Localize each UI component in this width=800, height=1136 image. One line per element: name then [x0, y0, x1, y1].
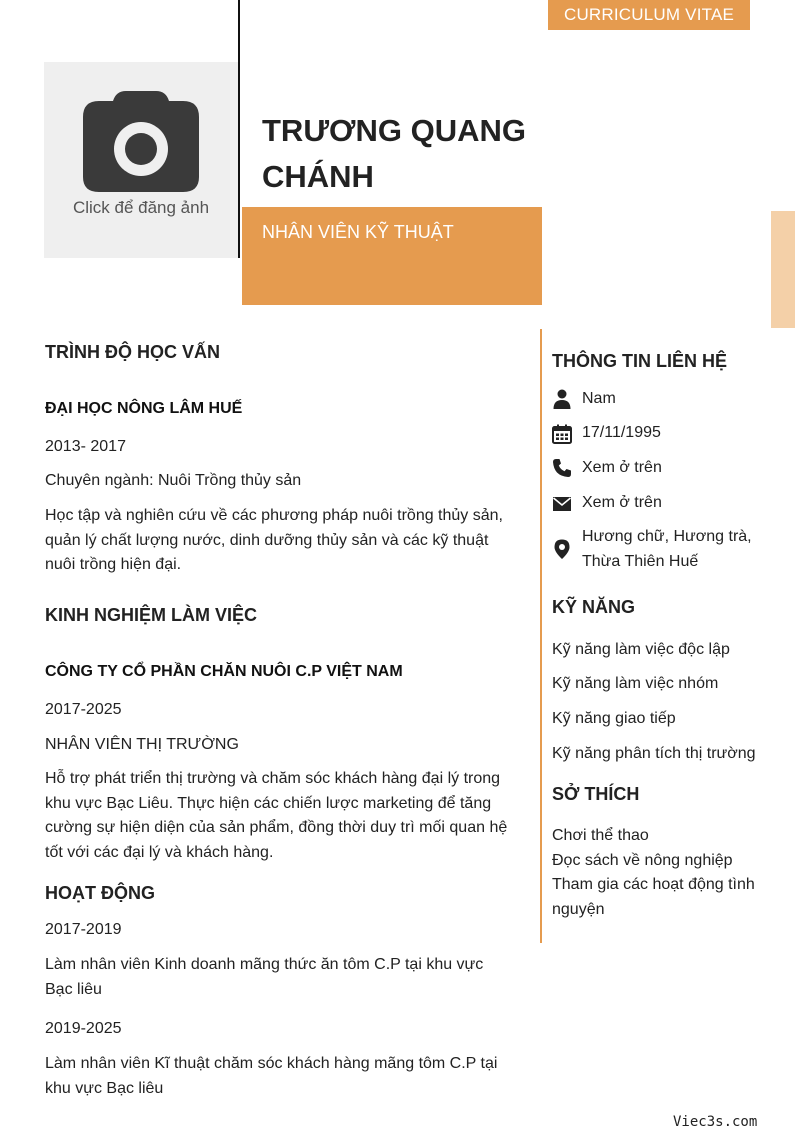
- column-divider: [540, 329, 542, 943]
- skills-heading: KỸ NĂNG: [552, 597, 636, 617]
- camera-icon[interactable]: [83, 91, 199, 192]
- activity-years: 2017-2019: [45, 921, 122, 938]
- skill-item: Kỹ năng giao tiếp: [552, 710, 676, 727]
- contact-email: Xem ở trên: [582, 494, 662, 511]
- education-major: Chuyên ngành: Nuôi Trồng thủy sản: [45, 472, 302, 489]
- education-school: ĐẠI HỌC NÔNG LÂM HUẾ: [45, 400, 243, 417]
- experience-description: Hỗ trợ phát triển thị trường và chăm sóc khách hàng đại lý trong khu vực Bạc Liêu. Thực hiện các chiến lược marketing để tăng cường sự hiện diện của sản phẩm, đồng thời duy trì mối quan hệ tốt với các đại lý và khách hàng.: [45, 770, 508, 861]
- skill-item: Kỹ năng phân tích thị trường: [552, 745, 756, 762]
- skill-item: Kỹ năng làm việc độc lập: [552, 641, 730, 658]
- location-pin-icon: [552, 539, 572, 559]
- activity-years: 2019-2025: [45, 1020, 122, 1037]
- experience-company: CÔNG TY CỔ PHẦN CHĂN NUÔI C.P VIỆT NAM: [45, 663, 403, 680]
- experience-years: 2017-2025: [45, 701, 122, 718]
- experience-position: NHÂN VIÊN THỊ TRƯỜNG: [45, 736, 239, 753]
- hobby-item: Chơi thể thao: [552, 827, 649, 844]
- footer-brand: Viec3s.com: [673, 1114, 758, 1130]
- hobby-item: Đọc sách về nông nghiệp: [552, 852, 733, 869]
- activity-description: Làm nhân viên Kĩ thuật chăm sóc khách hàng mãng tôm C.P tại khu vực Bạc liêu: [45, 1055, 498, 1097]
- candidate-name: TRƯƠNG QUANG CHÁNH: [262, 113, 526, 194]
- education-heading: TRÌNH ĐỘ HỌC VẤN: [45, 342, 220, 362]
- education-description: Học tập và nghiên cứu về các phương pháp nuôi trồng thủy sản, quản lý chất lượng nước, dinh dưỡng thủy sản và các kỹ thuật nuôi trồng hiện đại.: [45, 507, 503, 573]
- envelope-icon: [552, 494, 572, 514]
- activity-description: Làm nhân viên Kinh doanh mãng thức ăn tôm C.P tại khu vực Bạc liêu: [45, 956, 484, 998]
- education-years: 2013- 2017: [45, 438, 126, 455]
- activities-heading: HOẠT ĐỘNG: [45, 883, 155, 903]
- side-accent-tab: [771, 211, 795, 328]
- experience-heading: KINH NGHIỆM LÀM VIỆC: [45, 605, 258, 625]
- contact-gender: Nam: [582, 390, 616, 407]
- person-icon: [552, 389, 572, 409]
- job-title: NHÂN VIÊN KỸ THUẬT: [262, 222, 454, 242]
- hobby-item: Tham gia các hoạt động tình nguyện: [552, 876, 755, 918]
- curriculum-vitae-label: CURRICULUM VITAE: [548, 0, 750, 30]
- header-divider: [238, 0, 240, 258]
- skill-item: Kỹ năng làm việc nhóm: [552, 675, 719, 692]
- contact-heading: THÔNG TIN LIÊN HỆ: [552, 351, 727, 371]
- phone-icon: [552, 458, 572, 478]
- contact-birthday: 17/11/1995: [582, 424, 661, 441]
- contact-address: Hương chữ, Hương trà, Thừa Thiên Huế: [582, 528, 752, 570]
- hobbies-heading: SỞ THÍCH: [552, 784, 640, 804]
- photo-upload-caption[interactable]: Click để đăng ảnh: [72, 198, 210, 217]
- contact-phone: Xem ở trên: [582, 459, 662, 476]
- calendar-icon: [552, 424, 572, 444]
